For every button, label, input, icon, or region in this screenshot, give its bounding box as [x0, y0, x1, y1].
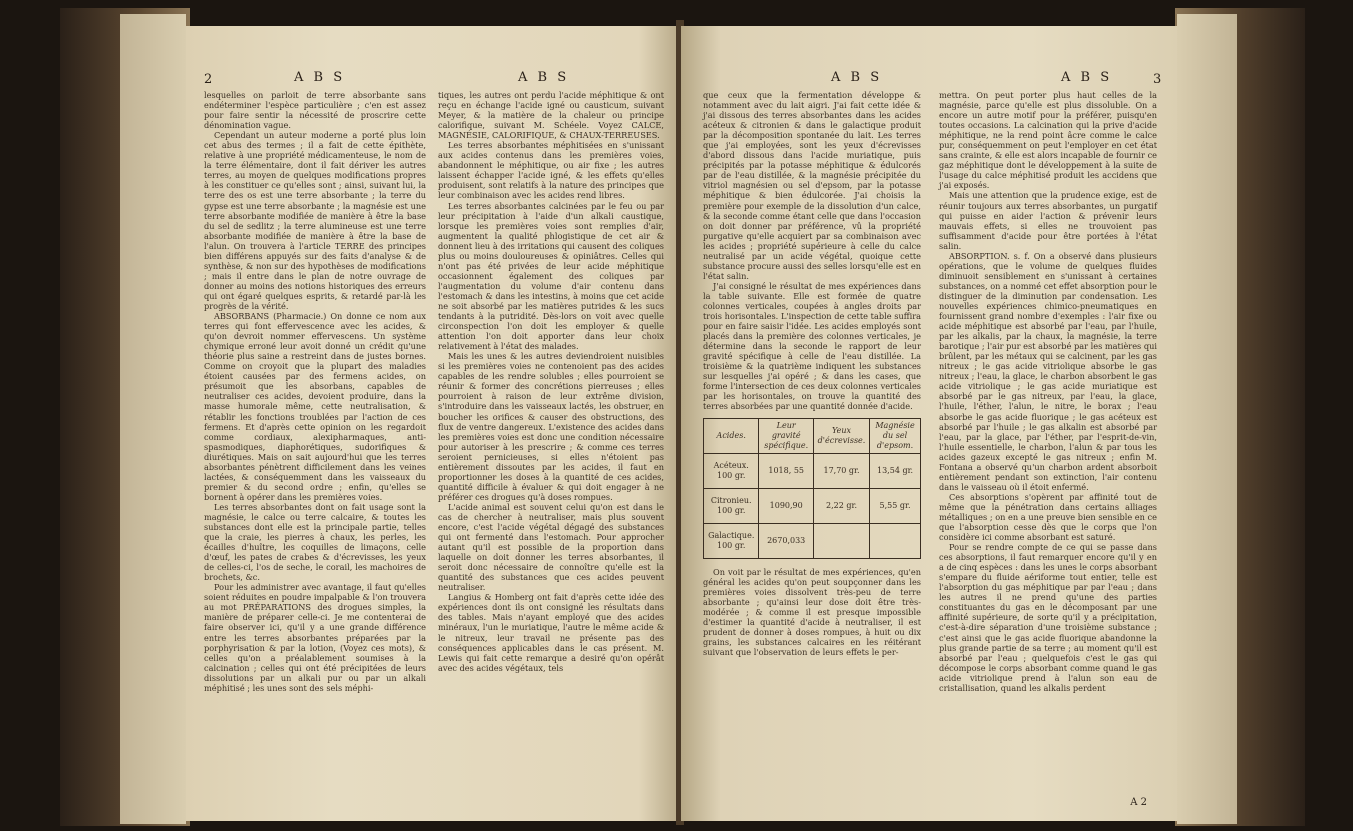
page-number: 2: [204, 72, 213, 87]
paragraph: J'ai consigné le résultat de mes expériences dans la table suivante. Elle est formée de quatre colonnes verticales, coupées à angles droits par trois horisontales. L'inspection de cette table suffira pour en faire saisir l'idée. Les acides employés sont placés dans la première des colonnes verticales, je détermine dans la seconde le rapport de leur gravité spécifique à celle de l'eau distillée. La troisième & la quatrième indiquent les substances sur lesquelles j'ai opéré ; & dans les cases, que forme l'intersection de ces deux colonnes verticales par les horisontales, on trouve la quantité des terres absorbées par une quantité donnée d'acide.: [703, 280, 921, 412]
table-header: Magnésie du sel d'epsom.: [870, 418, 921, 453]
table-cell: Galactique. 100 gr.: [704, 523, 759, 558]
paragraph: Mais les unes & les autres deviendroient nuisibles si les premières voies ne contenoient pas des acides capables de les rendre solubles ; elles pourroient se réunir & former des concrétions pierreuses ; elles pourroient à raison de leur extrême division, s'introduire dans les vaisseaux lactés, les obstruer, en boucher les orifices & causer des obstructions, des flux de ventre dangereux. L'existence des acides dans les premières voies est donc une condition nécessaire pour autoriser à les prescrire ; & comme ces terres seroient pernicieuses, si elles n'étoient pas entièrement dissoutes par les acides, il faut en proportionner les doses à la quantité de ces acides, quantité difficile à évaluer & qui doit engager à ne préférer ces drogues qu'à doses rompues.: [438, 351, 664, 502]
paragraph: Pour les administrer avec avantage, il faut qu'elles soient réduites en poudre impalpable & l'on trouvera au mot PRÉPARATIONS des drogues simples, la manière de préparer celle-ci. Je me contenterai de faire observer ici, qu'il y a une grande différence entre les terres absorbantes préparées par la porphyrisation & par la lotion, (Voyez ces mots), & celles qu'on a préalablement soumises à la calcination ; celles qui ont été précipitées de leurs dissolutions par un alkali pur ou par un alkali méphitisé ; les unes sont des sels méphi-: [204, 582, 426, 693]
paragraph: Mais une attention que la prudence exige, est de réunir toujours aux terres absorbantes, un purgatif qui puisse en aider l'action & prévenir leurs mauvais effets, si elles ne trouvoient pas suffisamment d'acide pour être portées à l'état salin.: [939, 190, 1157, 251]
paragraph: tiques, les autres ont perdu l'acide méphitique & ont reçu en échange l'acide igné ou causticum, suivant Meyer, & la matière de la chaleur ou principe calorifique, suivant M. Schéele. Voyez CALCE, MAGNÉSIE, CALORIFIQUE, & CHAUX-TERREUSES.: [438, 90, 664, 141]
table-row: [704, 523, 921, 558]
table-header-row: [704, 418, 921, 453]
paragraph: Les terres absorbantes méphitisées en s'unissant aux acides contenus dans les premières voies, abandonnent le méphitique, ou air fixe ; les autres laissent échapper l'acide igné, & les effets qu'elles produisent, sont relatifs à la nature des principes que leur combinaison avec les acides rend libres.: [438, 140, 664, 201]
table-cell: 1090,90: [759, 488, 814, 523]
table-header: Yeux d'écrevisse.: [813, 418, 869, 453]
table-row: [704, 453, 921, 488]
running-header: A B S: [831, 70, 883, 85]
paragraph: Les terres absorbantes calcinées par le feu ou par leur précipitation à l'aide d'un alkali caustique, lorsque les premières voies sont remplies d'air, augmentent la qualité phlogistique de cet air & donnent lieu à des irritations qui causent des coliques plus ou moins douloureuses & opiniâtres. Celles qui n'ont pas été privées de leur acide méphitique occasionnent également des coliques par l'augmentation du volume d'air contenu dans l'estomach & dans les intestins, à moins que cet acide ne soit absorbé par les matières putrides & les sucs tendants à la putridité. Dès-lors on voit avec quelle circonspection l'on doit les employer & quelle attention l'on doit apporter dans leur choix relativement à l'état des malades.: [438, 200, 664, 352]
text-column-2: [939, 90, 1157, 693]
table-cell: Citronieu. 100 gr.: [704, 488, 759, 523]
table-header: Leur gravité spécifique.: [759, 418, 814, 453]
left-page: [186, 26, 678, 821]
text-column-1: [204, 90, 426, 693]
paragraph: lesquelles on parloit de terre absorbante sans endéterminer l'espèce particulière ; c'en est assez pour faire sentir la nécessité de proscrire cette dénomination vague.: [204, 90, 426, 131]
paragraph: Les terres absorbantes dont on fait usage sont la magnésie, le calce ou terre calcaire, & toutes les substances dont elle est la principale partie, telles que la craie, les pierres à chaux, les perles, les écailles d'huître, les coquilles de limaçons, celle d'œuf, les pates de crabes & d'écrevisses, les yeux de celles-ci, l'os de seche, le corail, les machoires de brochets, &c.: [204, 501, 426, 583]
table-cell: 17,70 gr.: [813, 453, 869, 488]
table-cell: 5,55 gr.: [870, 488, 921, 523]
paragraph: Cependant un auteur moderne a porté plus loin cet abus des termes ; il a fait de cette épithète, relative à une propriété médicamenteuse, le nom de la terre élémentaire, dont il fait dériver les autres terres, au moyen de quelques modifications propres à les constituer ce qu'elles sont ; ainsi, suivant lui, la terre des os est une terre absorbante ; la terre du gypse est une terre absorbante ; la magnésie est une terre absorbante modifiée de manière à être la base du sel de sedlitz ; la terre alumineuse est une terre absorbante modifiée de manière à être la base de l'alun. On trouvera à l'article TERRE des principes bien différens appuyés sur des faits d'analyse & de synthèse, & non sur des hypothèses de modifications ; mais il entre dans le plan de notre ouvrage de donner au moins des notions historiques des erreurs qui ont égaré quelques esprits, & retardé par-là les progrès de la vérité.: [204, 130, 426, 311]
paragraph: ABSORPTION. s. f. On a observé dans plusieurs opérations, que le volume de quelques fluides diminuoit sensiblement en s'unissant à certaines substances, on a nommé cet effet absorption pour le distinguer de la diminution par condensation. Les nouvelles expériences chimico-pneumatiques en fournissent grand nombre d'exemples : l'air fixe ou acide méphitique est absorbé par l'eau, par l'huile, par les alkalis, par la chaux, la magnésie, la terre barotique ; l'air pur est absorbé par les matières qui brûlent, par les métaux qui se calcinent, par les gas nitreux ; le gas acide vitriolique absorbe le gas nitreux ; l'eau, la glace, le charbon absorbent le gas acide vitriolique ; le gas acide muriatique est absorbé par le gas nitreux, par l'eau, la glace, l'huile, l'éther, l'alun, le nitre, le borax ; l'eau absorbe le gas acide fluorique ; le gas acéteux est absorbé par l'huile ; le gas alkalin est absorbé par l'eau, par la glace, par l'éther, par l'esprit-de-vin, l'huile essentielle, le charbon, l'alun & par tous les acides gazeux excepté le gas nitreux ; enfin M. Fontana a observé qu'un charbon ardent absorboit entièrement pendant son extinction, l'air contenu dans le vaisseau où il étoit enfermé.: [939, 250, 1157, 492]
table-cell: Acéteux. 100 gr.: [704, 453, 759, 488]
running-header: A B S: [1061, 70, 1113, 85]
table-cell: 13,54 gr.: [870, 453, 921, 488]
paragraph: Ces absorptions s'opèrent par affinité tout de même que la pénétration dans certains alliages métalliques ; on en a une preuve bien sensible en ce que l'absorption cesse dès que le corps que l'on considère ici comme absorbant est saturé.: [939, 491, 1157, 543]
text-column-2: [438, 90, 664, 673]
page-edges-right: [1177, 14, 1237, 824]
paragraph: Pour se rendre compte de ce qui se passe dans ces absorptions, il faut remarquer encore qu'il y en a de cinq espèces : dans les unes le corps absorbant s'empare du fluide aériforme tout entier, telle est l'absorption du gas méphitique par par l'eau ; dans les autres il ne prend qu'une des parties constituantes du gas en le décomposant par une affinité supérieure, de sorte qu'il y a précipitation, c'est-à-dire séparation d'une troisième substance ; c'est ainsi que le gas acide fluorique abandonne la plus grande partie de sa terre ; au moment qu'il est absorbé par l'eau ; quelquefois c'est le gas qui décompose le corps absorbant comme quand le gas acide vitriolique prend à l'alun son eau de cristallisation, quand les alkalis perdent: [939, 542, 1157, 693]
running-header: A B S: [518, 70, 570, 85]
page-edges-left: [120, 14, 186, 824]
table-row: [704, 488, 921, 523]
table-cell: 1018, 55: [759, 453, 814, 488]
table-cell: [813, 523, 869, 558]
paragraph: mettra. On peut porter plus haut celles de la magnésie, parce qu'elle est plus dissoluble. On a encore un autre motif pour la préférer, puisqu'en toutes occasions. La calcination qui la prive d'acide méphitique, ne la rend point âcre comme le calce pur, conséquemment on peut l'employer en cet état sans crainte, & elle est alors incapable de fournir ce gaz méphitique dont le développement à la suite de l'usage du calce méphitisé produit les accidens que j'ai exposés.: [939, 90, 1157, 191]
acid-table: [703, 418, 921, 559]
table-cell: [870, 523, 921, 558]
paragraph: Langius & Homberg ont fait d'après cette idée des expériences dont ils ont consigné les résultats dans des tables. Mais n'ayant employé que des acides minéraux, l'un le muriatique, l'autre le même acide & le nitreux, leur travail ne présente pas des conséquences applicables dans le cas présent. M. Lewis qui fait cette remarque a desiré qu'on opérât avec des acides végétaux, tels: [438, 592, 664, 673]
table-cell: 2,22 gr.: [813, 488, 869, 523]
table-header: Acides.: [704, 418, 759, 453]
paragraph: que ceux que la fermentation développe & notamment avec du lait aigri. J'ai fait cette idée & j'ai dissous des terres absorbantes dans les acides acéteux & citronien & dans le galactique produit par la décomposition spontanée du lait. Les terres que j'ai employées, sont les yeux d'écrevisses d'abord dissous dans l'acide muriatique, puis précipités par la potasse méphitique & édulcorés par de l'eau distillée, & la magnésie précipitée du vitriol magnésien ou sel d'epsom, par la potasse méphitique & bien édulcorée. J'ai choisis la première pour exemple de la dissolution d'un calce, & la seconde comme étant celle que dans l'occasion on doit donner par préférence, vû la propriété purgative qu'elle acquiert par sa combinaison avec les acides ; propriété supérieure à celle du calce neutralisé par un acide végétal, quoique cette substance procure aussi des selles lorsqu'elle est en l'état salin.: [703, 90, 921, 281]
running-header: A B S: [294, 70, 346, 85]
paragraph: On voit par le résultat de mes expériences, qu'en général les acides qu'on peut soupçonner dans les premières voies dissolvent très-peu de terre absorbante ; qu'ainsi leur dose doit être très-modérée ; & comme il est presque impossible d'estimer la quantité d'acide à neutraliser, il est prudent de donner à doses rompues, à huit ou dix grains, les substances calcaires en les réitérant suivant que l'observation de leurs effets le per-: [703, 566, 921, 658]
paragraph: ABSORBANS (Pharmacie.) On donne ce nom aux terres qui font effervescence avec les acides, & qu'on devroit nommer effervescens. Un système chymique erroné leur avoit donné un crédit qu'une théorie plus saine a restreint dans de justes bornes. Comme on croyoit que la plupart des maladies étoient causées par des fermens acides, on présumoit que les absorbans, capables de neutraliser ces acides, devoient produire, dans la masse humorale même, cette neutralisation, & rétablir les fonctions troublées par l'action de ces fermens. Et d'après cette opinion on les regardoit comme cordiaux, alexipharmaques, anti-spasmodiques, diaphorétiques, sudorifiques & diurétiques. Mais on sait aujourd'hui que les terres absorbantes pénètrent difficilement dans les veines lactées, & conséquemment dans les vaisseaux du premier & du second ordre ; enfin, qu'elles se bornent à opérer dans les premières voies.: [204, 311, 426, 502]
page-number: 3: [1153, 72, 1162, 87]
table-cell: 2670,033: [759, 523, 814, 558]
right-page: [681, 26, 1177, 821]
signature-mark: A 2: [1130, 797, 1147, 808]
text-column-1: [703, 90, 921, 657]
paragraph: L'acide animal est souvent celui qu'on est dans le cas de chercher à neutraliser, mais plus souvent encore, c'est l'acide végétal dégagé des substances qui ont fermenté dans l'estomach. Pour approcher autant qu'il est possible de la proportion dans laquelle on doit donner les terres absorbantes, il seroit donc nécessaire de connoître qu'elle est la quantité des substances que ces acides peuvent neutraliser.: [438, 501, 664, 593]
